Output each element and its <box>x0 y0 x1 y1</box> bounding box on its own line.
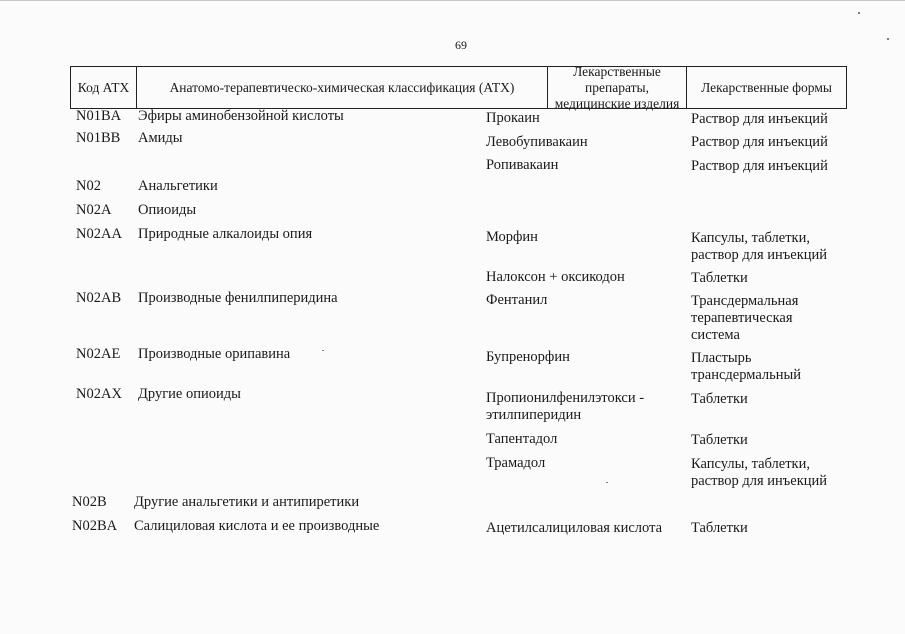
row-code: N02AA <box>76 226 122 242</box>
row-code: N02B <box>72 494 107 510</box>
header-forms: Лекарственные формы <box>701 79 832 95</box>
row-classification: Опиоиды <box>138 202 197 218</box>
row-classification: Анальгетики <box>138 178 218 194</box>
row-drug: Фентанил <box>486 292 548 308</box>
row-drug: Тапентадол <box>486 431 558 447</box>
row-classification: Производные орипавина <box>138 346 291 362</box>
row-code: N02BA <box>72 518 118 534</box>
header-code: Код АТХ <box>71 67 137 108</box>
page-number: 69 <box>455 38 467 52</box>
row-drug: Трамадол <box>486 455 546 471</box>
row-code: N02AB <box>76 290 122 306</box>
scan-edge-line <box>0 0 905 1</box>
row-form: Таблетки <box>691 391 748 407</box>
row-form: Пластырь трансдермальный <box>691 350 801 383</box>
row-drug: Левобупивакаин <box>486 134 588 150</box>
row-drug: Бупренорфин <box>486 349 570 365</box>
row-code: N02A <box>76 202 112 218</box>
row-form: Трансдермальная терапевтическая система <box>691 293 799 343</box>
scan-speck <box>858 12 860 14</box>
row-form: Таблетки <box>691 270 748 286</box>
row-form: Раствор для инъекций <box>691 111 828 127</box>
row-classification: Другие опиоиды <box>138 386 241 402</box>
row-classification: Другие анальгетики и антипиретики <box>134 494 360 510</box>
scan-speck <box>606 482 608 483</box>
row-classification: Салициловая кислота и ее производные <box>134 518 380 534</box>
row-form: Таблетки <box>691 432 748 448</box>
row-drug: Прокаин <box>486 110 540 126</box>
row-code: N02AE <box>76 346 121 362</box>
row-classification: Амиды <box>138 130 183 146</box>
header-classification: Анатомо-терапевтическо-химическая классификация (АТХ) <box>137 67 548 108</box>
row-form: Раствор для инъекций <box>691 158 828 174</box>
row-drug: Морфин <box>486 229 538 245</box>
row-classification: Производные фенилпиперидина <box>138 290 338 306</box>
row-form: Капсулы, таблетки, раствор для инъекций <box>691 456 828 489</box>
row-code: N02 <box>76 178 101 194</box>
row-code: N02AX <box>76 386 122 402</box>
row-drug: Налоксон + оксикодон <box>486 269 625 285</box>
row-classification: Эфиры аминобензойной кислоты <box>138 108 344 124</box>
table-header <box>70 63 847 111</box>
scan-speck <box>887 38 889 40</box>
row-classification: Природные алкалоиды опия <box>138 226 313 242</box>
header-drugs: Лекарственные препараты, медицинские изделия <box>548 67 687 108</box>
row-drug: Пропионилфенилэтокси - этилпиперидин <box>486 390 645 423</box>
row-form: Таблетки <box>691 520 748 536</box>
row-code: N01BB <box>76 130 121 146</box>
row-drug: Ропивакаин <box>486 157 559 173</box>
row-form: Раствор для инъекций <box>691 134 828 150</box>
row-drug: Ацетилсалициловая кислота <box>486 520 663 536</box>
row-code: N01BA <box>76 108 122 124</box>
scan-speck <box>322 350 324 351</box>
row-form: Капсулы, таблетки, раствор для инъекций <box>691 230 828 263</box>
